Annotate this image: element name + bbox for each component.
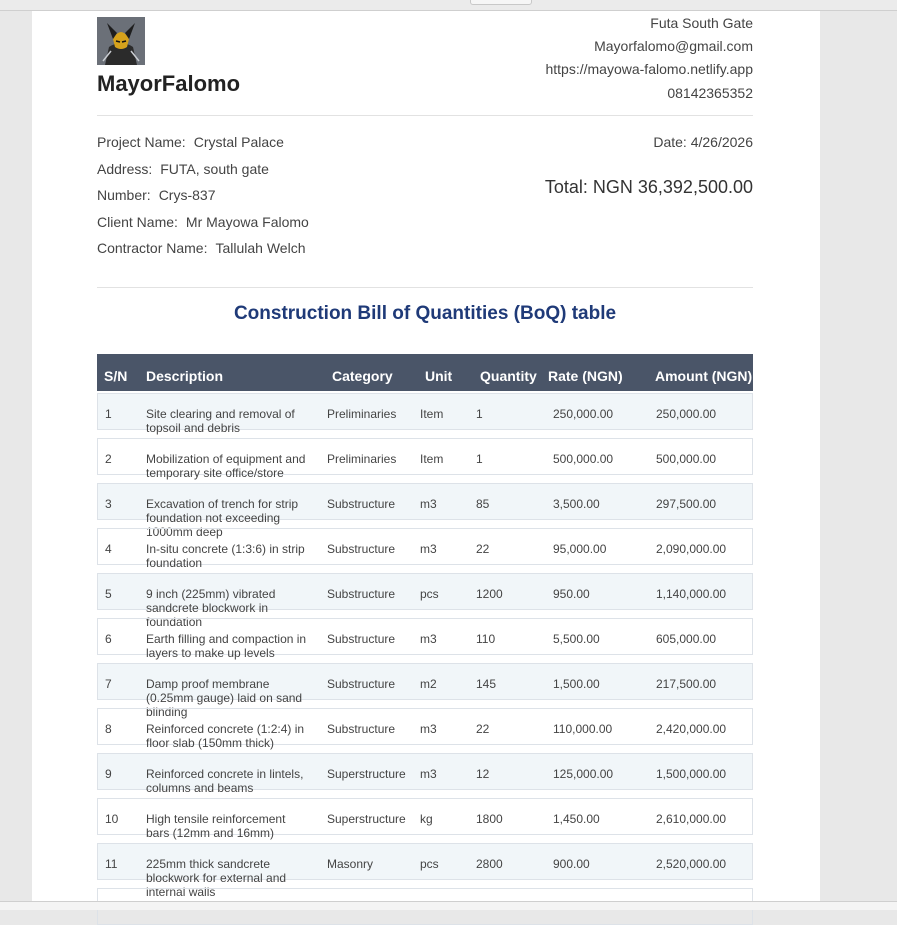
invoice-total: Total: NGN 36,392,500.00 — [544, 177, 753, 197]
cell-rate: 1,500.00 — [553, 677, 600, 691]
cell-rate: 250,000.00 — [553, 407, 614, 421]
cell-sn: 11 — [105, 857, 118, 871]
company-email: Mayorfalomo@gmail.com — [594, 38, 753, 54]
cell-rate: 950.00 — [553, 587, 590, 601]
table-row — [97, 708, 753, 750]
cell-amount: 1,140,000.00 — [656, 587, 727, 601]
header-unit: Unit — [425, 368, 453, 384]
cell-amount: 1,500,000.00 — [656, 767, 727, 781]
cell-description: Mobilization of equipment and temporary site office/store — [146, 452, 306, 480]
boq-table-title: Construction Bill of Quantities (BoQ) table — [233, 303, 617, 324]
cell-amount: 2,090,000.00 — [656, 542, 727, 556]
cell-unit: kg — [420, 812, 433, 826]
contractor-label: Contractor Name: — [97, 240, 208, 256]
cell-description: 225mm thick sandcrete blockwork for external and internal walls — [146, 857, 287, 899]
cell-description: High tensile reinforcement bars (12mm and 16mm) — [146, 812, 286, 840]
cell-sn: 3 — [105, 497, 112, 511]
address-line — [97, 161, 269, 177]
cell-category: Substructure — [327, 722, 396, 736]
number-label: Number: — [97, 187, 151, 203]
cell-quantity: 22 — [476, 542, 490, 556]
cell-category: Substructure — [327, 677, 396, 691]
cell-category: Superstructure — [327, 812, 406, 826]
cell-unit: m3 — [420, 632, 437, 646]
cell-amount: 2,420,000.00 — [656, 722, 727, 736]
cell-unit: pcs — [420, 857, 439, 871]
cell-amount: 2,610,000.00 — [656, 812, 727, 826]
browser-top-bar — [0, 0, 897, 11]
cell-category: Preliminaries — [327, 407, 397, 421]
cell-category: Substructure — [327, 542, 396, 556]
project-name-label: Project Name: — [97, 134, 186, 150]
boq-table-header — [97, 354, 753, 391]
cell-amount: 250,000.00 — [656, 407, 717, 421]
header-rate: Rate (NGN) — [548, 368, 623, 384]
project-name-value: Crystal Palace — [193, 134, 284, 150]
cell-amount: 605,000.00 — [656, 632, 717, 646]
cell-quantity: 1 — [476, 407, 483, 421]
cell-rate: 110,000.00 — [553, 722, 613, 736]
section-divider — [97, 287, 753, 288]
cell-rate: 125,000.00 — [553, 767, 614, 781]
cell-unit: m3 — [420, 722, 437, 736]
company-logo-avatar — [97, 17, 145, 65]
number-line — [97, 187, 215, 203]
table-row — [97, 843, 753, 899]
table-row — [97, 393, 753, 435]
cell-description: Site clearing and removal of topsoil and debris — [146, 407, 295, 435]
table-row — [97, 663, 753, 719]
company-website: https://mayowa-falomo.netlify.app — [545, 61, 753, 77]
cell-amount: 500,000.00 — [656, 452, 717, 466]
cell-rate: 1,450.00 — [553, 812, 600, 826]
cell-quantity: 145 — [476, 677, 497, 691]
number-value: Crys-837 — [158, 187, 216, 203]
company-address: Futa South Gate — [650, 15, 753, 31]
address-value: FUTA, south gate — [160, 161, 269, 177]
cell-quantity: 85 — [476, 497, 490, 511]
cell-unit: m2 — [420, 677, 437, 691]
cell-unit: Item — [420, 452, 444, 466]
cell-unit: m3 — [420, 542, 437, 556]
client-value: Mr Mayowa Falomo — [185, 214, 309, 230]
cell-sn: 6 — [105, 632, 112, 646]
cell-unit: m3 — [420, 767, 437, 781]
cell-amount: 2,520,000.00 — [656, 857, 727, 871]
cell-sn: 1 — [105, 407, 112, 421]
cell-category: Superstructure — [327, 767, 406, 781]
company-name: MayorFalomo — [97, 71, 241, 96]
cell-description: Reinforced concrete in lintels, columns and beams — [146, 767, 304, 795]
cell-amount: 217,500.00 — [656, 677, 717, 691]
cell-description: In-situ concrete (1:3:6) in strip foundation — [146, 542, 305, 570]
cell-quantity: 1 — [476, 452, 483, 466]
cell-rate: 900.00 — [553, 857, 590, 871]
header-sn: S/N — [104, 368, 128, 384]
header-quantity: Quantity — [480, 368, 537, 384]
cell-category: Substructure — [327, 587, 396, 601]
table-row — [97, 798, 753, 840]
client-line — [97, 214, 309, 230]
table-row — [97, 573, 753, 629]
table-row — [97, 528, 753, 570]
company-phone: 08142365352 — [667, 85, 753, 101]
header-category: Category — [332, 368, 393, 384]
cell-description: Damp proof membrane (0.25mm gauge) laid on sand blinding — [146, 677, 303, 719]
cell-rate: 5,500.00 — [553, 632, 600, 646]
cell-description: Excavation of trench for strip foundation not exceeding 1000mm deep — [146, 497, 299, 539]
invoice-page — [32, 11, 820, 901]
cell-quantity: 1800 — [476, 812, 503, 826]
project-name-line — [97, 134, 284, 150]
cell-quantity: 110 — [476, 632, 496, 646]
header-amount: Amount (NGN) — [655, 368, 753, 384]
cell-quantity: 22 — [476, 722, 490, 736]
top-scroll-tab[interactable] — [470, 0, 532, 5]
cell-unit: pcs — [420, 587, 439, 601]
cell-category: Substructure — [327, 632, 396, 646]
header-divider — [97, 115, 753, 116]
table-row — [97, 753, 753, 795]
cell-quantity: 2800 — [476, 857, 503, 871]
contractor-value: Tallulah Welch — [215, 240, 306, 256]
cell-category: Preliminaries — [327, 452, 397, 466]
table-row — [97, 618, 753, 660]
cell-sn: 7 — [105, 677, 112, 691]
cell-sn: 2 — [105, 452, 112, 466]
cell-rate: 95,000.00 — [553, 542, 607, 556]
table-row — [97, 438, 753, 480]
cell-category: Substructure — [327, 497, 396, 511]
cell-unit: m3 — [420, 497, 437, 511]
invoice-date: Date: 4/26/2026 — [653, 134, 753, 150]
client-label: Client Name: — [97, 214, 178, 230]
cell-description: Earth filling and compaction in layers to make up levels — [146, 632, 307, 660]
contractor-line — [97, 240, 306, 256]
cell-sn: 9 — [105, 767, 112, 781]
cell-quantity: 1200 — [476, 587, 503, 601]
cell-amount: 297,500.00 — [656, 497, 717, 511]
header-description: Description — [146, 368, 224, 384]
table-row — [97, 483, 753, 539]
cell-description: Reinforced concrete (1:2:4) in floor slab (150mm thick) — [146, 722, 305, 750]
horizontal-scrollbar[interactable] — [0, 901, 897, 910]
cell-sn: 4 — [105, 542, 112, 556]
address-label: Address: — [97, 161, 153, 177]
cell-sn: 8 — [105, 722, 112, 736]
cell-description: 9 inch (225mm) vibrated sandcrete blockwork in foundation — [146, 587, 276, 629]
cell-sn: 10 — [105, 812, 119, 826]
cell-quantity: 12 — [476, 767, 490, 781]
cell-unit: Item — [420, 407, 444, 421]
cell-rate: 500,000.00 — [553, 452, 614, 466]
cell-sn: 5 — [105, 587, 112, 601]
cell-category: Masonry — [327, 857, 374, 871]
cell-rate: 3,500.00 — [553, 497, 600, 511]
